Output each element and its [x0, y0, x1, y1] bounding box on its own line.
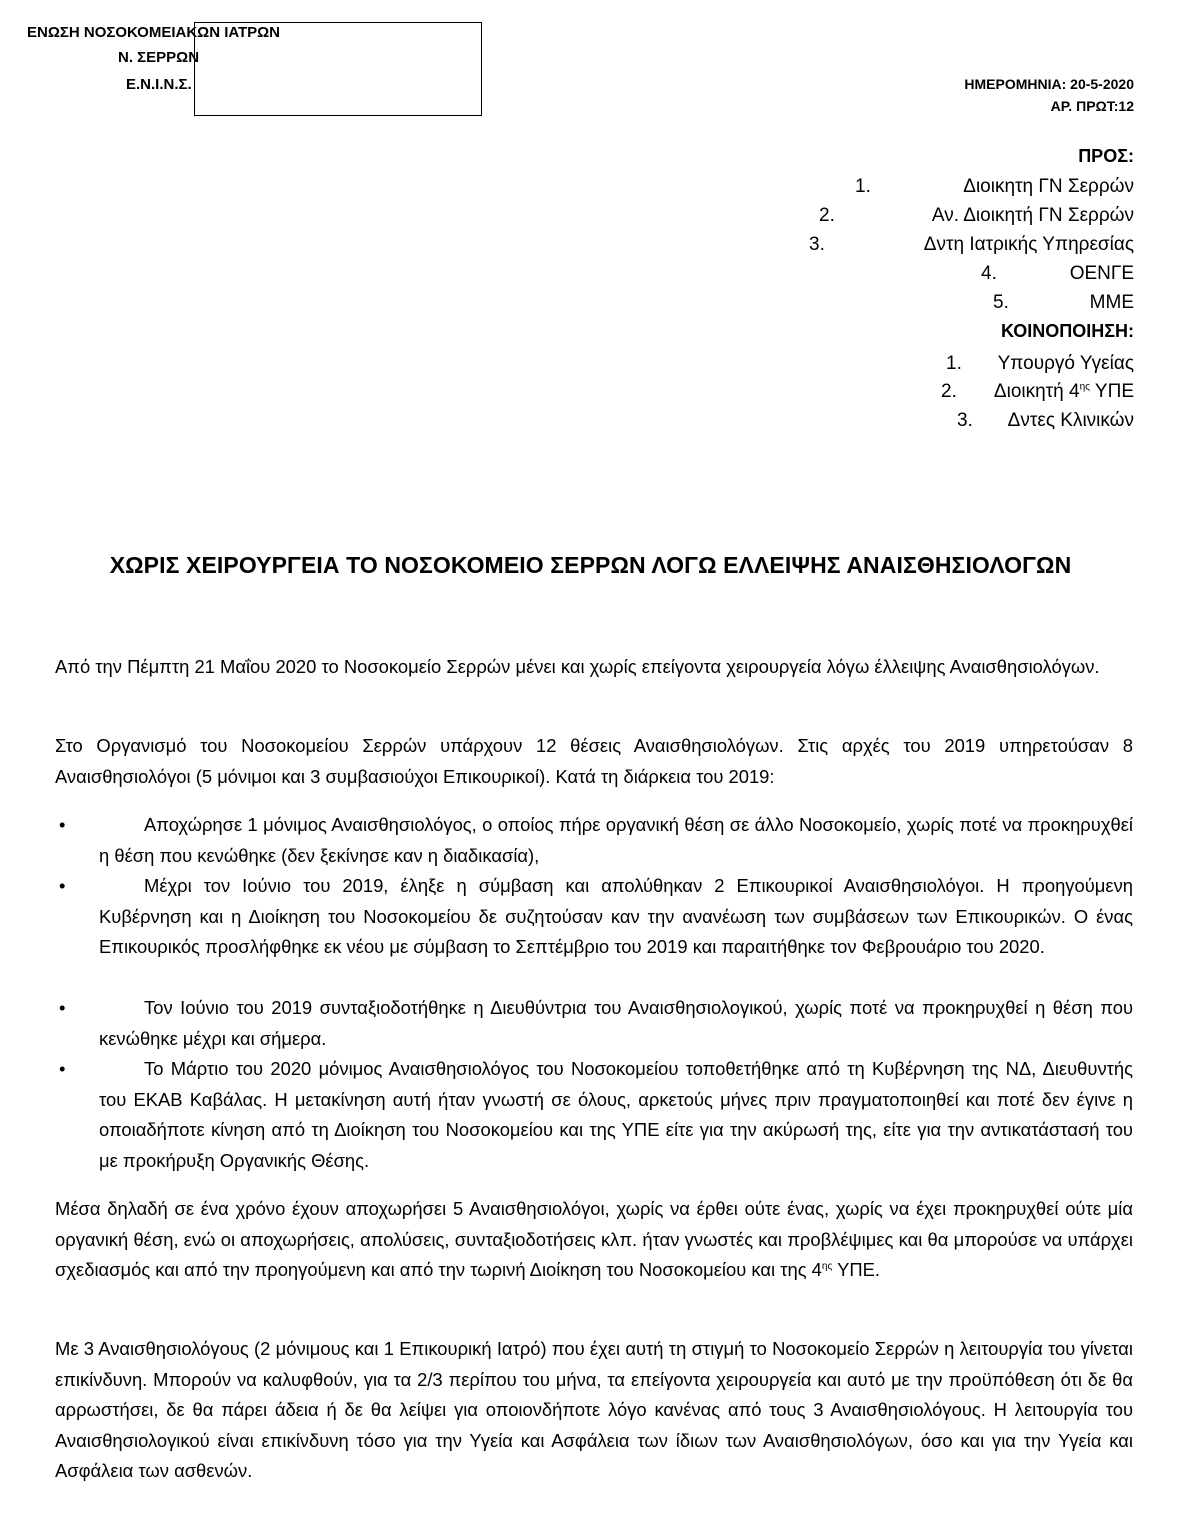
logo-placeholder-box — [194, 22, 482, 116]
bullet-icon: • — [59, 1058, 66, 1079]
recipient-number: 1. — [855, 176, 871, 197]
recipient-number: 5. — [993, 292, 1009, 313]
bullet-text: Μέχρι τον Ιούνιο του 2019, έληξε η σύμβαση και απολύθηκαν 2 Επικουρικοί Αναισθησιολόγοι. Η προηγούμενη Κυβέρνηση και η Διοίκηση του Νοσοκομείου δε συζητούσαν καν την ανανέωση των συμβάσεων των Επικουρικών. Ο ένας Επικουρικός προσλήφθηκε εκ νέου με σύμβαση το Σεπτέμβριο του 2019 και παραιτήθηκε τον Φεβρουάριο του 2020. — [99, 875, 1133, 957]
bullet-icon: • — [59, 814, 66, 835]
recipient-number: 2. — [819, 205, 835, 226]
cc-number: 1. — [946, 353, 962, 374]
protocol-number: ΑΡ. ΠΡΩΤ:12 — [1050, 98, 1134, 114]
cc-item — [946, 352, 1134, 376]
bullet-item — [55, 810, 1133, 871]
cc-name — [994, 380, 1134, 404]
recipient-number: 3. — [809, 234, 825, 255]
recipient-name: Αν. Διοικητή ΓΝ Σερρών — [931, 205, 1134, 226]
paragraph-3 — [55, 1194, 1133, 1286]
recipient-number: 4. — [981, 263, 997, 284]
bullet-text: Τον Ιούνιο του 2019 συνταξιοδοτήθηκε η Διευθύντρια του Αναισθησιολογικού, χωρίς ποτέ να προκηρυχθεί η θέση που κενώθηκε μέχρι και σήμερα. — [99, 997, 1133, 1049]
document-date: ΗΜΕΡΟΜΗΝΙΑ: 20-5-2020 — [964, 76, 1134, 92]
bullet-item — [55, 1054, 1133, 1176]
prefecture-name: Ν. ΣΕΡΡΩΝ — [118, 49, 200, 66]
recipient-item — [855, 175, 1134, 199]
union-name: ΕΝΩΣΗ ΝΟΣΟΚΟΜΕΙΑΚΩΝ ΙΑΤΡΩΝ — [27, 24, 280, 41]
recipient-item — [993, 291, 1134, 315]
paragraph-3-text: Μέσα δηλαδή σε ένα χρόνο έχουν αποχωρήσει 5 Αναισθησιολόγοι, χωρίς να έρθει ούτε ένας, χωρίς να έχει προκηρυχθεί ούτε μία οργανική θέση, ενώ οι αποχωρήσεις, απολύσεις, συνταξιοδοτήσεις κλπ. ήταν γνωστές και προβλέψιμες και θα μπορούσε να υπάρχει σχεδιασμός και από την προηγούμενη και από την τωρινή Διοίκηση του Νοσοκομείου και της 4 — [55, 1198, 1133, 1280]
cc-number: 2. — [941, 381, 957, 402]
cc-heading: ΚΟΙΝΟΠΟΙΗΣΗ: — [1001, 321, 1134, 341]
cc-item — [941, 380, 1134, 404]
cc-name-text: ΥΠΕ — [1089, 381, 1134, 402]
paragraph-3-end: ΥΠΕ. — [832, 1259, 880, 1280]
recipient-item — [809, 233, 1134, 257]
recipient-item — [981, 262, 1134, 286]
union-acronym: Ε.Ν.Ι.Ν.Σ. — [126, 76, 192, 93]
cc-name: Δντες Κλινικών — [1007, 410, 1134, 431]
bullet-text: Αποχώρησε 1 μόνιμος Αναισθησιολόγος, ο οποίος πήρε οργανική θέση σε άλλο Νοσοκομείο, χωρίς ποτέ να προκηρυχθεί η θέση που κενώθηκε (δεν ξεκίνησε καν η διαδικασία), — [99, 814, 1133, 866]
recipient-name: Διοικητη ΓΝ Σερρών — [963, 176, 1134, 197]
recipient-name: ΟΕΝΓΕ — [1069, 263, 1134, 284]
bullet-icon: • — [59, 875, 66, 896]
cc-name-text: Διοικητή 4 — [993, 381, 1080, 402]
ordinal-suffix: ης — [821, 1260, 833, 1272]
ordinal-suffix: ης — [1079, 381, 1090, 393]
to-heading: ΠΡΟΣ: — [1078, 146, 1134, 166]
recipient-name: Δντη Ιατρικής Υπηρεσίας — [923, 234, 1134, 255]
bullet-text: Το Μάρτιο του 2020 μόνιμος Αναισθησιολόγος του Νοσοκομείου τοποθετήθηκε από τη Κυβέρνηση της ΝΔ, Διευθυντής του ΕΚΑΒ Καβάλας. Η μετακίνηση αυτή ήταν γνωστή σε όλους, αρκετούς μήνες πριν πραγματοποιηθεί και ποτέ δεν έγινε η οποιαδήποτε κίνηση από τη Διοίκηση του Νοσοκομείου και της ΥΠΕ είτε για την ακύρωσή της, είτε για την αντικατάστασή του με προκήρυξη Οργανικής Θέσης. — [99, 1058, 1133, 1171]
paragraph-1: Από την Πέμπτη 21 Μαΐου 2020 το Νοσοκομείο Σερρών μένει και χωρίς επείγοντα χειρουργεία λόγω έλλειψης Αναισθησιολόγων. — [55, 656, 1100, 677]
cc-item — [957, 409, 1134, 433]
document-title: ΧΩΡΙΣ ΧΕΙΡΟΥΡΓΕΙΑ ΤΟ ΝΟΣΟΚΟΜΕΙΟ ΣΕΡΡΩΝ ΛΟΓΩ ΕΛΛΕΙΨΗΣ ΑΝΑΙΣΘΗΣΙΟΛΟΓΩΝ — [109, 552, 1072, 578]
bullet-item — [55, 993, 1133, 1054]
paragraph-4: Με 3 Αναισθησιολόγους (2 μόνιμους και 1 Επικουρική Ιατρό) που έχει αυτή τη στιγμή το Νοσοκομείο Σερρών η λειτουργία του γίνεται επικίνδυνη. Μπορούν να καλυφθούν, για τα 2/3 περίπου του μήνα, τα επείγοντα χειρουργεία και αυτό με την προϋπόθεση ότι δε θα αρρωστήσει, δε θα πάρει άδεια ή δε θα λείψει για οποιονδήποτε λόγο κανένας από τους 3 Αναισθησιολόγους. Η λειτουργία του Αναισθησιολογικού είναι επικίνδυνη τόσο για την Υγεία και Ασφάλεια των ίδιων των Αναισθησιολόγων, όσο και για την Υγεία και Ασφάλεια των ασθενών. — [55, 1338, 1133, 1481]
bullet-item — [55, 871, 1133, 963]
bullet-icon: • — [59, 997, 66, 1018]
cc-number: 3. — [957, 410, 973, 431]
cc-name: Υπουργό Υγείας — [997, 353, 1134, 374]
paragraph-2: Στο Οργανισμό του Νοσοκομείου Σερρών υπάρχουν 12 θέσεις Αναισθησιολόγων. Στις αρχές του 2019 υπηρετούσαν 8 Αναισθησιολόγοι (5 μόνιμοι και 3 συμβασιούχοι Επικουρικοί). Κατά τη διάρκεια του 2019: — [55, 735, 1133, 787]
recipient-name: ΜΜΕ — [1089, 292, 1134, 313]
recipient-item — [819, 204, 1134, 228]
